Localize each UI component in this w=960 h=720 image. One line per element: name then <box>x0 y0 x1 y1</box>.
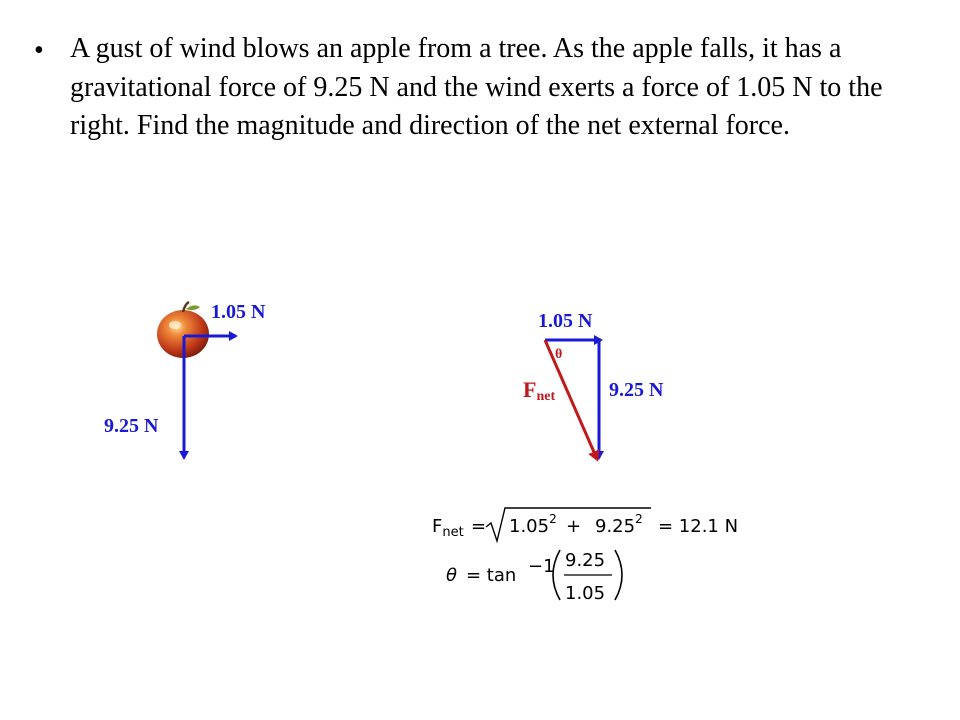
fraction-denominator: 1.05 <box>565 583 606 604</box>
gravity-force-label: 9.25 N <box>104 415 159 437</box>
inverse-exponent: −1 <box>528 556 555 577</box>
wind-force-label: 1.05 N <box>211 301 266 323</box>
theta-angle-label: θ <box>555 347 563 362</box>
theta-equation <box>446 550 622 604</box>
bullet-icon: • <box>34 35 44 66</box>
term-two: 9.25$^2$ <box>595 512 643 537</box>
wind-vector-label: 1.05 N <box>538 310 593 332</box>
left-free-body-diagram <box>104 301 266 458</box>
right-paren <box>615 550 622 600</box>
theta-equals-tan: = tan <box>466 565 517 586</box>
plus-sign: + <box>566 516 582 537</box>
net-force-equation <box>432 508 738 541</box>
net-force-label: Fnet <box>523 377 556 404</box>
term-one: 1.05$^2$ <box>509 512 557 537</box>
fraction-numerator: 9.25 <box>565 550 606 571</box>
fnet-equals: = <box>471 516 487 537</box>
fnet-result: = 12.1 N <box>658 516 739 537</box>
right-vector-triangle <box>523 310 664 459</box>
theta-symbol: θ <box>446 565 458 586</box>
fnet-symbol: $F_{net}$ <box>432 516 464 540</box>
problem-text: A gust of wind blows an apple from a tree. As the apple falls, it has a gravitational force of 9.25 N and the wind exerts a force of 1.05 N to the right. Find the magnitude and direction of the net external force. <box>70 33 883 141</box>
gravity-vector-label: 9.25 N <box>609 379 664 401</box>
